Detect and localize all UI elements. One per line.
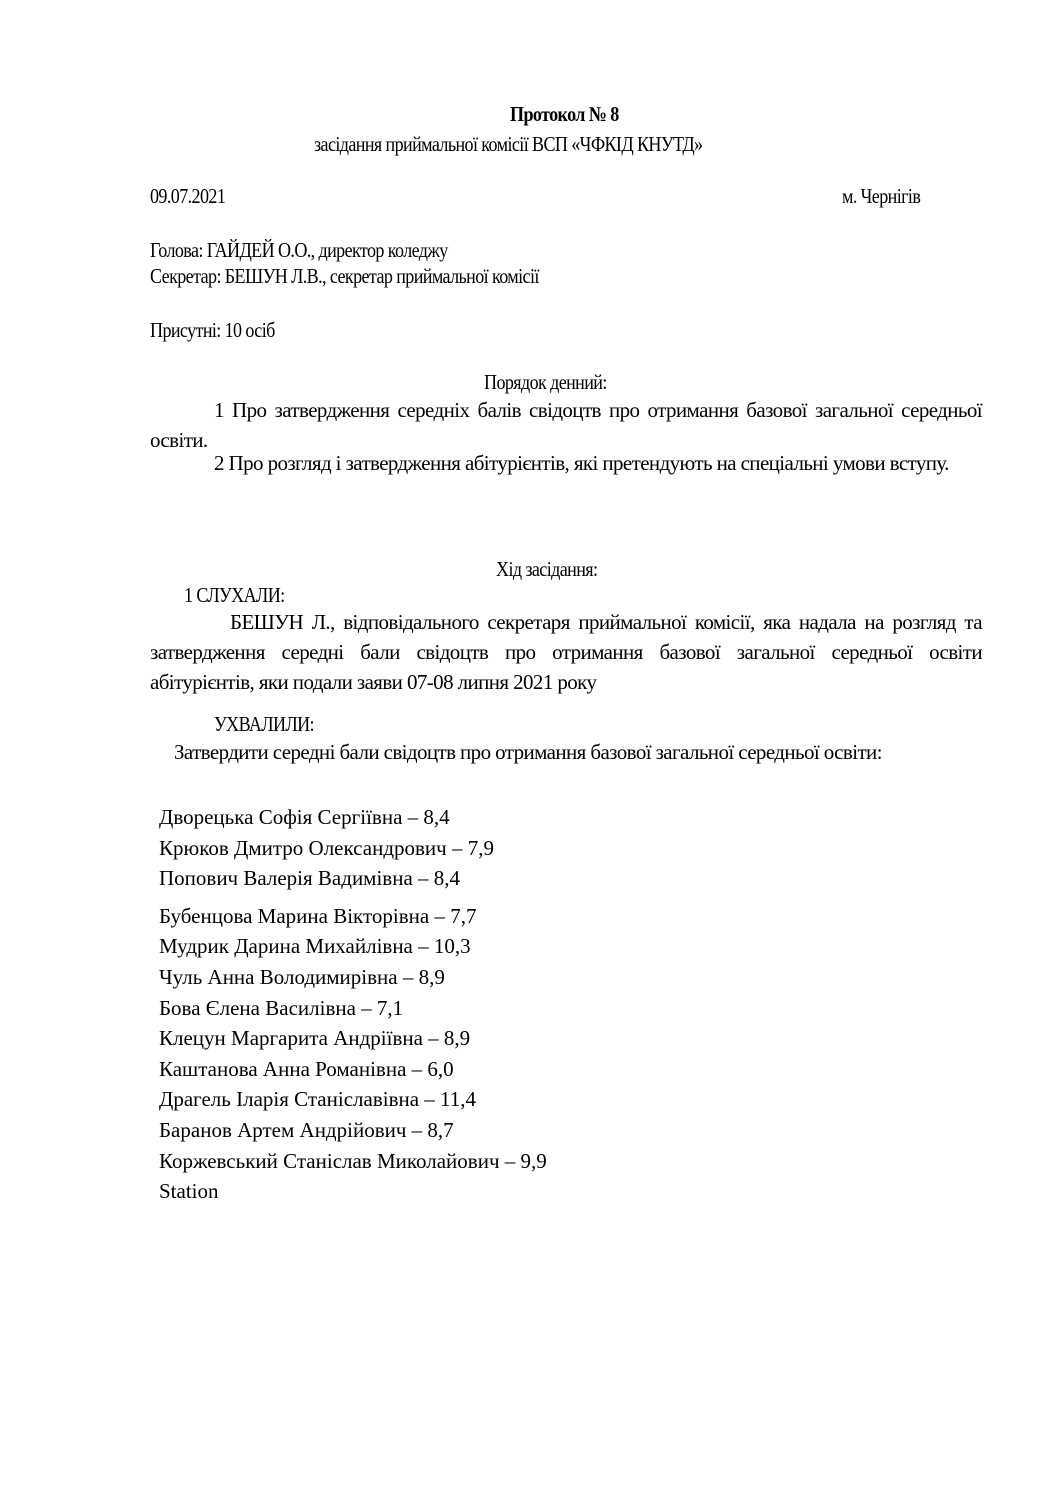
proceedings-heading: Хід засідання: (496, 557, 598, 581)
chair-line: Голова: ГАЙДЕЙ О.О., директор коледжу (150, 238, 448, 262)
list-item (159, 1268, 547, 1299)
list-item: Баранов Артем Андрійович – 8,7 (159, 1117, 454, 1142)
heard-text-content: БЕШУН Л., відповідального секретаря приймальної комісії, яка надала на розгляд та затвердження середні бали свідоцтв про отримання базової загальної середньої освіти абітурієнтів, яки подали заяви 07-08 липня 2021 року (150, 610, 982, 694)
list-item (159, 1237, 547, 1268)
resolved-label: УХВАЛИЛИ: (214, 712, 314, 736)
agenda-item-1 (150, 395, 982, 455)
resolved-text (150, 737, 982, 767)
list-item: Каштанова Анна Романівна – 6,0 (159, 1056, 454, 1081)
heard-text (150, 607, 982, 697)
list-item: Бубенцова Марина Вікторівна – 7,7 (159, 903, 477, 928)
list-item (159, 1299, 547, 1330)
agenda-item-1-text: 1 Про затвердження середніх балів свідоцтв про отримання базової загальної середньої освіти. (150, 398, 982, 452)
list-item: Крюков Дмитро Олександрович – 7,9 (159, 835, 494, 860)
list-item: Попович Валерія Вадимівна – 8,4 (159, 866, 461, 891)
list-item: Коржевський Станіслав Миколайович – 9,9 (159, 1148, 547, 1173)
list-item: Мудрик Дарина Михайлівна – 10,3 (159, 934, 471, 959)
students-list (159, 802, 547, 1329)
protocol-title: Протокол № 8 (510, 102, 619, 126)
secretary-line: Секретар: БЕШУН Л.В., секретар приймальної комісії (150, 264, 539, 288)
list-item: Дворецька Софія Сергіївна – 8,4 (159, 805, 450, 829)
list-item: Station (159, 1179, 219, 1204)
list-item (159, 1207, 547, 1238)
agenda-item-2 (150, 448, 982, 478)
list-item: Чуль Анна Володимирівна – 8,9 (159, 964, 445, 989)
list-item: Клецун Маргарита Андріївна – 8,9 (159, 1026, 471, 1051)
agenda-item-2-text: 2 Про розгляд і затвердження абітурієнтів, які претендують на спеціальні умови вступу. (214, 451, 949, 475)
agenda-heading: Порядок денний: (484, 370, 607, 394)
meeting-date: 09.07.2021 (150, 184, 226, 208)
heard-label: 1 СЛУХАЛИ: (184, 583, 285, 607)
list-item: Драгель Іларія Станіславівна – 11,4 (159, 1087, 477, 1112)
present-line: Присутні: 10 осіб (150, 318, 275, 342)
list-item: Бова Єлена Василівна – 7,1 (159, 995, 404, 1020)
resolved-text-content: Затвердити середні бали свідоцтв про отримання базової загальної середньої освіти: (174, 740, 882, 764)
protocol-subtitle: засідання приймальної комісії ВСП «ЧФКІД КНУТД» (314, 132, 703, 156)
meeting-city: м. Чернігів (842, 184, 921, 208)
